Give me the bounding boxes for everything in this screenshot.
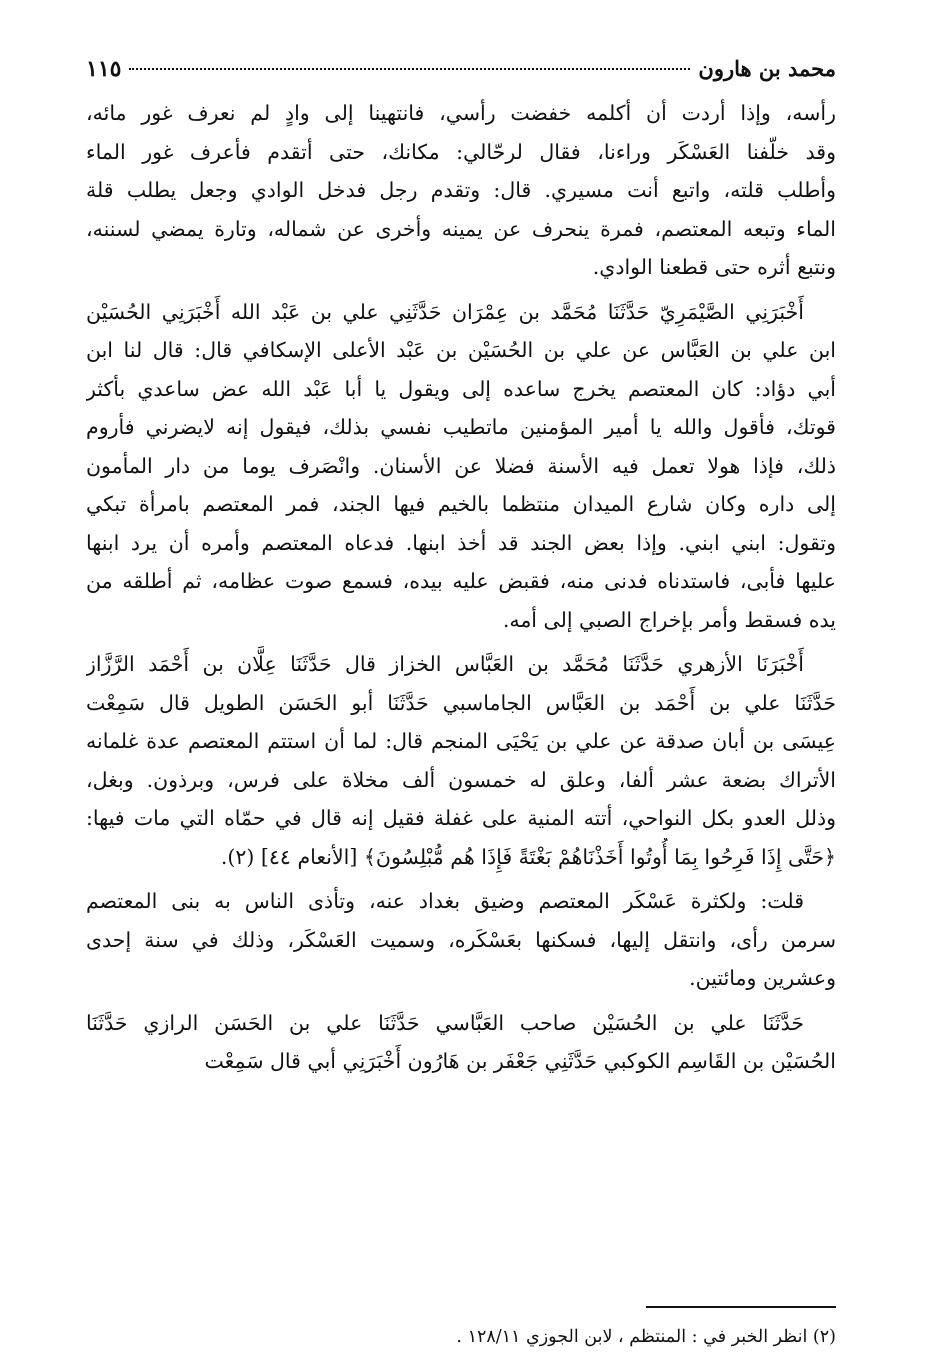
text-line: قلت: ولكثرة عَسْكَر المعتصم وضيق بغداد عنه، وتأذى الناس به بنى المعتصم bbox=[86, 889, 804, 913]
text-line: الماء وتبعه المعتصم، فمرة ينحرف عن يمينه وأخرى عن شماله، وتارة يمضي لسننه، bbox=[86, 216, 836, 241]
paragraph bbox=[86, 293, 836, 640]
text-line: وقد خلّفنا العَسْكَر وراءنا، فقال لرحّالي: مكانك، حتى أتقدم فأعرف غور الماء bbox=[86, 139, 836, 164]
text-line: وتقول: ابني ابني. وإذا بعض الجند قد أخذ ابنها. فدعاه المعتصم وأمره أن يرد ابنها bbox=[86, 530, 836, 555]
text-line: ذلك، فإذا هولا تعمل فيه الأسنة فضلا عن الأسنان. وانْصَرف يوما من دار المأمون bbox=[86, 453, 836, 478]
body-text bbox=[86, 94, 836, 1081]
text-line: أَخْبَرَنِي الصَّيْمَرِيّ حَدَّثَنَا مُحَمَّد بن عِمْرَان حَدَّثَنِي علي بن عَبْد الله أَخْبَرَنِي الحُسَيْن bbox=[86, 299, 804, 324]
footnote: (٢) انظر الخبر في : المنتظم ، لابن الجوزي ١٢٨/١١ . bbox=[456, 1327, 836, 1347]
paragraph bbox=[86, 94, 836, 287]
paragraph bbox=[86, 645, 836, 876]
text-line: الحُسَيْن بن القَاسِم الكوكبي حَدَّثَنِي جَعْفَر بن هَارُون أَخْبَرَنِي أبي قال سَمِعْت bbox=[204, 1049, 836, 1073]
text-line: يده فسقط وأمر بإخراج الصبي إلى أمه. bbox=[502, 607, 836, 632]
text-line: أَخْبَرَنَا الأزهري حَدَّثَنَا مُحَمَّد بن العَبَّاس الخزاز قال حَدَّثَنَا عِلَّان بن أَحْمَد الرَّزَّاز bbox=[86, 652, 804, 676]
text-line: إلى داره وكان شارع الميدان منتظما بالخيم فيها الجند، فمر المعتصم بامرأة تبكي bbox=[86, 492, 836, 516]
text-line: رأسه، وإذا أردت أن أكلمه خفضت رأسي، فانتهينا إلى وادٍ لم نعرف غور مائه، bbox=[86, 101, 836, 125]
text-line: سرمن رأى، وانتقل إليها، فسكنها بعَسْكَره، وسميت العَسْكَر، وذلك في سنة إحدى bbox=[86, 927, 836, 952]
text-line: وذلل العدو بكل النواحي، أتته المنية على غفلة فقيل إنه قال في حمّاه التي مات فيها: bbox=[86, 806, 836, 830]
text-line: ونتبع أثره حتى قطعنا الوادي. bbox=[592, 255, 836, 279]
page-number: ١١٥ bbox=[86, 56, 122, 82]
text-line: ابن علي بن العَبَّاس عن علي بن الحُسَيْن بن عَبْد الأعلى الإسكافي قال: قال لنا ابن bbox=[86, 338, 836, 362]
text-line: حَدَّثَنَا علي بن أَحْمَد بن العَبَّاس الجاماسبي حَدَّثَنَا أبو الحَسَن الطويل قال سَمِعْت bbox=[86, 690, 836, 715]
text-line: وأطلب قلته، واتبع أنت مسيري. قال: وتقدم رجل فدخل الوادي وجعل يطلب قلة bbox=[86, 178, 836, 202]
book-page bbox=[86, 56, 836, 1356]
text-line: أبي دؤاد: كان المعتصم يخرج ساعده إلى ويقول يا أبا عَبْد الله عض ساعدي بأكثر bbox=[86, 376, 836, 401]
text-line: عليها فأبى، فاستدناه فدنى منه، فقبض عليه بيده، فسمع صوت عظامه، ثم أطلقه من bbox=[86, 569, 836, 593]
text-line: قوتك، فأقول والله يا أمير المؤمنين ماتطيب نفسي بذلك، فيقول إنه لايضرني فأروم bbox=[86, 415, 836, 439]
header-title: محمد بن هارون bbox=[698, 56, 836, 81]
text-line: عِيسَى بن أبان صدقة عن علي بن يَحْيَى المنجم قال: لما أن استتم المعتصم عدة غلمانه bbox=[86, 729, 836, 753]
paragraph bbox=[86, 1004, 836, 1081]
header-dot-leader bbox=[129, 68, 690, 70]
paragraph bbox=[86, 882, 836, 998]
text-line: وعشرين ومائتين. bbox=[689, 966, 836, 990]
footnote-divider bbox=[646, 1306, 836, 1308]
running-header bbox=[86, 56, 836, 94]
text-line: الأتراك بضعة عشر ألفا، وعلق له خمسون ألف مخلاة على فرس، وبرذون. وبغل، bbox=[86, 767, 836, 792]
text-line: ﴿حَتَّى إِذَا فَرِحُوا بِمَا أُوتُوا أَخَذْنَاهُمْ بَغْتَةً فَإِذَا هُم مُّبْلِسُونَ﴾ [الأنعام ٤٤] (٢). bbox=[220, 844, 836, 869]
text-line: حَدَّثَنَا علي بن الحُسَيْن صاحب العَبَّاسي حَدَّثَنَا علي بن الحَسَن الرازي حَدَّثَنَا bbox=[86, 1010, 804, 1035]
